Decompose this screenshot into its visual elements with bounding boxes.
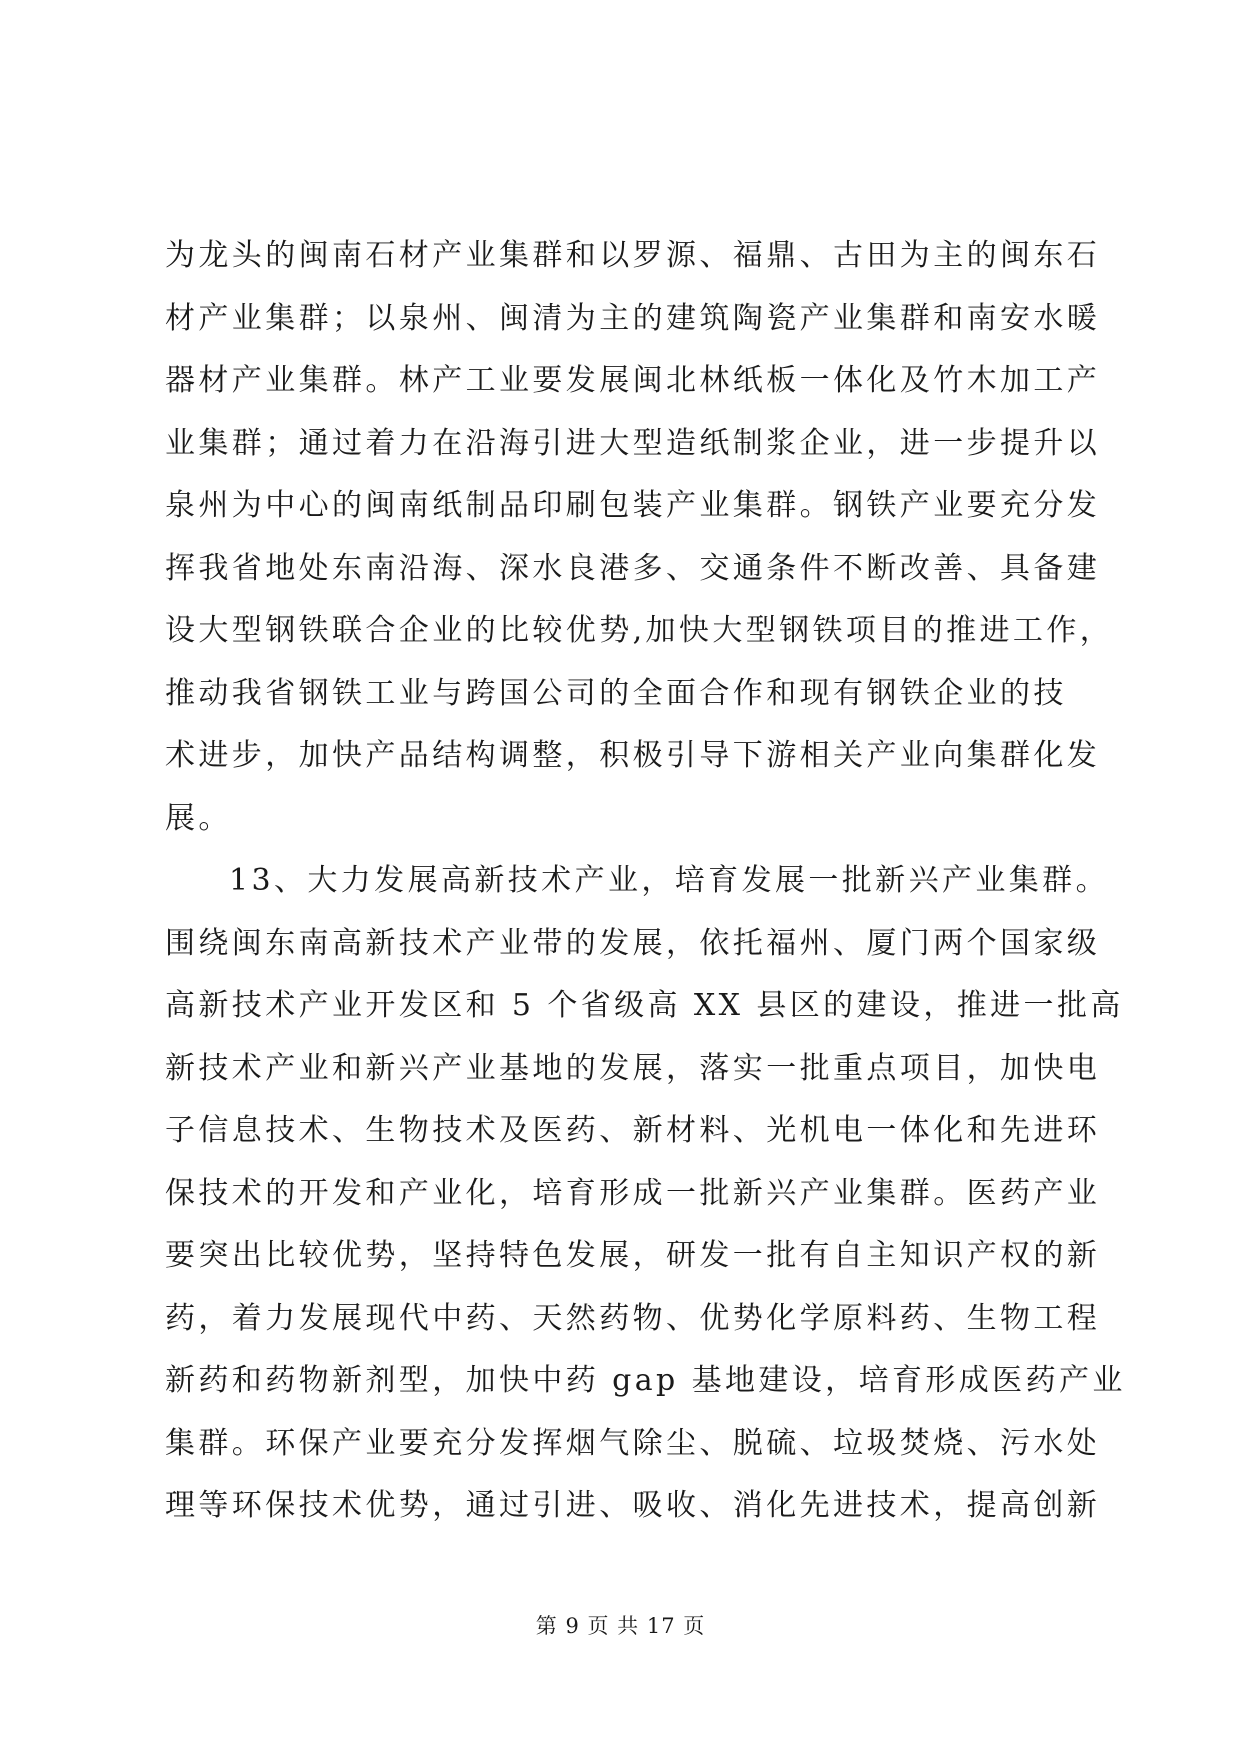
text-line: 推动我省钢铁工业与跨国公司的全面合作和现有钢铁企业的技 bbox=[165, 675, 1067, 711]
text-line: 围绕闽东南高新技术产业带的发展，依托福州、厦门两个国家级 bbox=[165, 925, 1101, 961]
text-line: 药，着力发展现代中药、天然药物、优势化学原料药、生物工程 bbox=[165, 1300, 1101, 1336]
text-line: 器材产业集群。林产工业要发展闽北林纸板一体化及竹木加工产 bbox=[165, 363, 1101, 398]
section-heading-line: 13、大力发展高新技术产业，培育发展一批新兴产业集群。 bbox=[229, 863, 1109, 898]
document-body bbox=[165, 225, 1126, 1538]
text-line: 理等环保技术优势，通过引进、吸收、消化先进技术，提高创新 bbox=[165, 1488, 1101, 1523]
text-line: 集群。环保产业要充分发挥烟气除尘、脱硫、垃圾焚烧、污水处 bbox=[165, 1425, 1101, 1461]
text-line: 材产业集群；以泉州、闽清为主的建筑陶瓷产业集群和南安水暖 bbox=[165, 300, 1101, 336]
text-line: 保技术的开发和产业化，培育形成一批新兴产业集群。医药产业 bbox=[165, 1175, 1101, 1211]
text-line: 泉州为中心的闽南纸制品印刷包装产业集群。钢铁产业要充分发 bbox=[165, 488, 1101, 523]
text-line: 业集群；通过着力在沿海引进大型造纸制浆企业，进一步提升以 bbox=[165, 425, 1101, 461]
text-line: 展。 bbox=[165, 800, 232, 836]
text-line: 新技术产业和新兴产业基地的发展，落实一批重点项目，加快电 bbox=[165, 1050, 1101, 1086]
text-line: 子信息技术、生物技术及医药、新材料、光机电一体化和先进环 bbox=[165, 1113, 1101, 1148]
text-line: 挥我省地处东南沿海、深水良港多、交通条件不断改善、具备建 bbox=[165, 550, 1101, 586]
text-line: 要突出比较优势，坚持特色发展，研发一批有自主知识产权的新 bbox=[165, 1238, 1101, 1273]
text-line: 设大型钢铁联合企业的比较优势,加快大型钢铁项目的推进工作， bbox=[165, 613, 1114, 648]
text-line: 高新技术产业开发区和 5 个省级高 XX 县区的建设，推进一批高 bbox=[165, 988, 1124, 1023]
text-line: 术进步，加快产品结构调整，积极引导下游相关产业向集群化发 bbox=[165, 738, 1101, 773]
page-number-footer: 第 9 页 共 17 页 bbox=[535, 1614, 706, 1638]
text-line: 新药和药物新剂型，加快中药 gap 基地建设，培育形成医药产业 bbox=[165, 1363, 1126, 1398]
text-line: 为龙头的闽南石材产业集群和以罗源、福鼎、古田为主的闽东石 bbox=[165, 238, 1101, 273]
